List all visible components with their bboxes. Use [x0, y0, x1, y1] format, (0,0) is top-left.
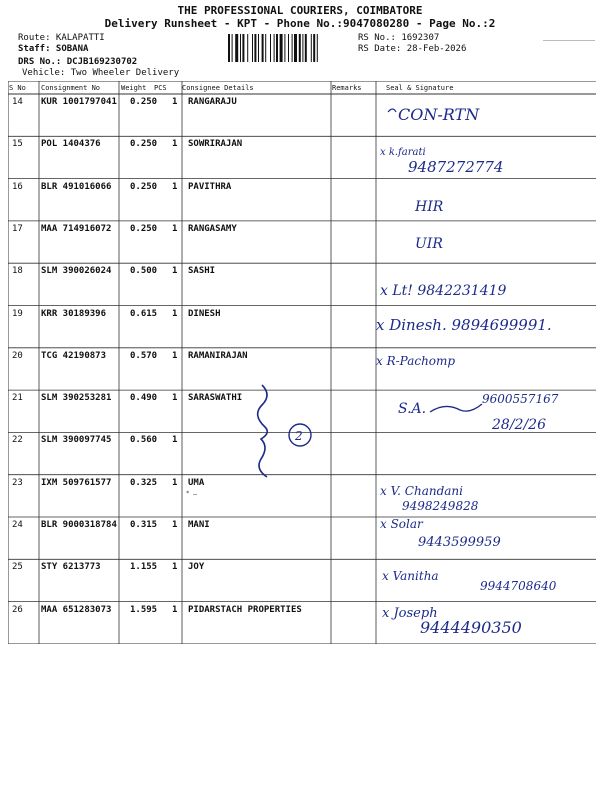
cell-pcs: 1 — [172, 350, 178, 361]
cell-consignee: RAMANIRAJAN — [188, 350, 248, 361]
barcode-bar — [311, 34, 312, 62]
cell-consignment: TCG 42190873 — [41, 350, 107, 361]
barcode-bar — [254, 34, 256, 62]
hw-row23-sig: x V. Chandani — [380, 484, 463, 498]
hw-row21-sig: S.A. — [398, 401, 427, 417]
col-pcs-header: PCS — [154, 84, 167, 92]
barcode-bar — [284, 34, 285, 62]
cell-pcs: 1 — [172, 435, 178, 446]
barcode-bar — [276, 34, 278, 62]
hw-row15-phone: 9487272774 — [408, 158, 504, 176]
hw-row25-phone: 9944708640 — [480, 579, 557, 593]
barcode-bar — [292, 34, 293, 62]
cell-consignee: RANGASAMY — [188, 223, 237, 234]
hw-row21-phone: 9600557167 — [482, 392, 559, 406]
cell-weight: 0.315 — [130, 520, 158, 530]
cell-sno: 17 — [12, 223, 23, 234]
cell-consignee: SARASWATHI — [188, 393, 243, 404]
hw-row14: CON-RTN — [398, 105, 480, 124]
hw-row21-date: 28/2/26 — [492, 417, 546, 433]
cell-consignee: PIDARSTACH PROPERTIES — [188, 604, 302, 615]
cell-consignment: KUR 1001797041 — [41, 97, 117, 107]
barcode-bar — [252, 34, 253, 62]
hw-row26-phone: 9444490350 — [420, 618, 522, 637]
cell-pcs: 1 — [172, 477, 178, 488]
cell-sno: 22 — [12, 435, 23, 446]
cell-weight: 0.570 — [130, 350, 158, 361]
cell-sno: 20 — [12, 350, 23, 361]
barcode-bar — [258, 34, 259, 62]
cell-sno: 14 — [12, 97, 23, 107]
col-signature-header: Seal & Signature — [386, 84, 454, 92]
barcode-bar — [240, 34, 241, 62]
cell-pcs: 1 — [172, 393, 178, 404]
hw-row18: x Lt! 9842231419 — [380, 283, 507, 299]
col-weight-header: Weight — [121, 84, 147, 92]
cell-weight: 0.250 — [130, 181, 158, 192]
col-consignment-header: Consignment No — [41, 84, 101, 92]
cell-consignee: PAVITHRA — [188, 181, 232, 192]
cell-consignment: STY 6213773 — [41, 562, 101, 573]
runsheet-table — [8, 81, 596, 644]
cell-weight: 0.615 — [130, 308, 158, 319]
vehicle-label: Vehicle: Two Wheeler Delivery — [22, 68, 180, 78]
cell-consignment: IXM 509761577 — [41, 477, 112, 488]
cell-consignee: DINESH — [188, 308, 221, 319]
cell-sno: 26 — [12, 604, 23, 615]
cell-consignee: RANGARAJU — [188, 97, 237, 107]
cell-consignment: SLM 390253281 — [41, 393, 112, 404]
cell-sno: 23 — [12, 477, 23, 488]
barcode — [228, 34, 354, 62]
cell-weight: 0.250 — [130, 139, 158, 150]
cell-consignment: SLM 390026024 — [41, 266, 112, 277]
cell-consignee: UMA — [188, 477, 205, 488]
cell-sno: 19 — [12, 308, 23, 319]
hw-row19: x Dinesh. 9894699991. — [376, 316, 552, 334]
cell-pcs: 1 — [172, 181, 178, 192]
hw-row15-sig: x k.farati — [380, 147, 426, 158]
company-title: THE PROFESSIONAL COURIERS, COIMBATORE — [177, 4, 423, 17]
cell-weight: 0.250 — [130, 223, 158, 234]
barcode-bar — [299, 34, 301, 62]
hw-row24-phone: 9443599959 — [418, 535, 501, 550]
hw-row20: x R-Pachomp — [376, 354, 456, 368]
hw-row24-sig: x Solar — [380, 517, 423, 531]
cell-consignee: SOWRIRAJAN — [188, 139, 243, 150]
barcode-bar — [317, 34, 318, 62]
col-remarks-header: Remarks — [332, 84, 362, 92]
cell-consignment: SLM 390097745 — [41, 435, 112, 446]
hw-row25-sig: x Vanitha — [382, 569, 439, 583]
cell-pcs: 1 — [172, 520, 178, 530]
barcode-bar — [247, 34, 248, 62]
cell-weight: 0.325 — [130, 477, 158, 488]
barcode-bar — [265, 34, 266, 62]
cell-consignment: MAA 714916072 — [41, 223, 112, 234]
cell-consignment: BLR 491016066 — [41, 181, 112, 192]
cell-pcs: 1 — [172, 97, 178, 107]
cell-sno: 18 — [12, 266, 23, 277]
hw-row17: UIR — [415, 236, 443, 252]
cell-pcs: 1 — [172, 223, 178, 234]
barcode-bar — [228, 34, 230, 62]
barcode-bar — [270, 34, 271, 62]
route-label: Route: KALAPATTI — [18, 33, 105, 43]
cell-pcs: 1 — [172, 266, 178, 277]
barcode-bar — [294, 34, 297, 62]
staff-label: Staff: SOBANA — [18, 44, 89, 54]
table-grid — [8, 81, 596, 644]
hw-row16: HIR — [415, 199, 444, 215]
cell-consignee: SASHI — [188, 266, 216, 277]
rs-number: RS No.: 1692307 — [358, 33, 440, 43]
cell-pcs: 1 — [172, 139, 178, 150]
cell-consignment: BLR 9000318784 — [41, 520, 117, 530]
cell-weight: 0.500 — [130, 266, 158, 277]
hw-row26-sig: x Joseph — [382, 606, 438, 621]
cell-weight: 0.250 — [130, 97, 158, 107]
barcode-bar — [235, 34, 238, 62]
cell-sno: 25 — [12, 562, 23, 573]
divider — [543, 40, 595, 41]
cell-consignee: JOY — [188, 562, 205, 573]
col-sno-header: S No — [9, 84, 26, 92]
barcode-bar — [302, 34, 303, 62]
cell-consignment: POL 1404376 — [41, 139, 101, 150]
col-consignee-header: Consignee Details — [182, 84, 254, 92]
cell-pcs: 1 — [172, 562, 178, 573]
barcode-bar — [262, 34, 264, 62]
runsheet-title: Delivery Runsheet - KPT - Phone No.:9047080280 - Page No.:2 — [104, 17, 496, 30]
barcode-bar — [274, 34, 275, 62]
cell-consignee: MANI — [188, 520, 210, 530]
row-note: * … — [186, 490, 197, 497]
cell-weight: 0.490 — [130, 393, 158, 404]
cell-weight: 1.155 — [130, 562, 158, 573]
barcode-bar — [288, 34, 289, 62]
drs-number: DRS No.: DCJB169230702 — [18, 57, 138, 67]
cell-consignment: MAA 651283073 — [41, 604, 112, 615]
cell-pcs: 1 — [172, 308, 178, 319]
rs-date: RS Date: 28-Feb-2026 — [358, 44, 467, 54]
cell-weight: 0.560 — [130, 435, 158, 446]
cell-sno: 21 — [12, 393, 23, 404]
cell-consignment: KRR 30189396 — [41, 308, 107, 319]
cell-pcs: 1 — [172, 604, 178, 615]
cell-sno: 15 — [12, 139, 23, 150]
cell-sno: 16 — [12, 181, 23, 192]
barcode-bar — [313, 34, 315, 62]
cell-weight: 1.595 — [130, 604, 158, 615]
hw-row23-phone: 9498249828 — [402, 499, 479, 513]
barcode-bar — [242, 34, 244, 62]
barcode-bar — [280, 34, 283, 62]
barcode-bar — [232, 34, 233, 62]
barcode-bar — [305, 34, 307, 62]
hw-row22-mark: 2 — [295, 429, 303, 443]
cell-sno: 24 — [12, 520, 23, 530]
